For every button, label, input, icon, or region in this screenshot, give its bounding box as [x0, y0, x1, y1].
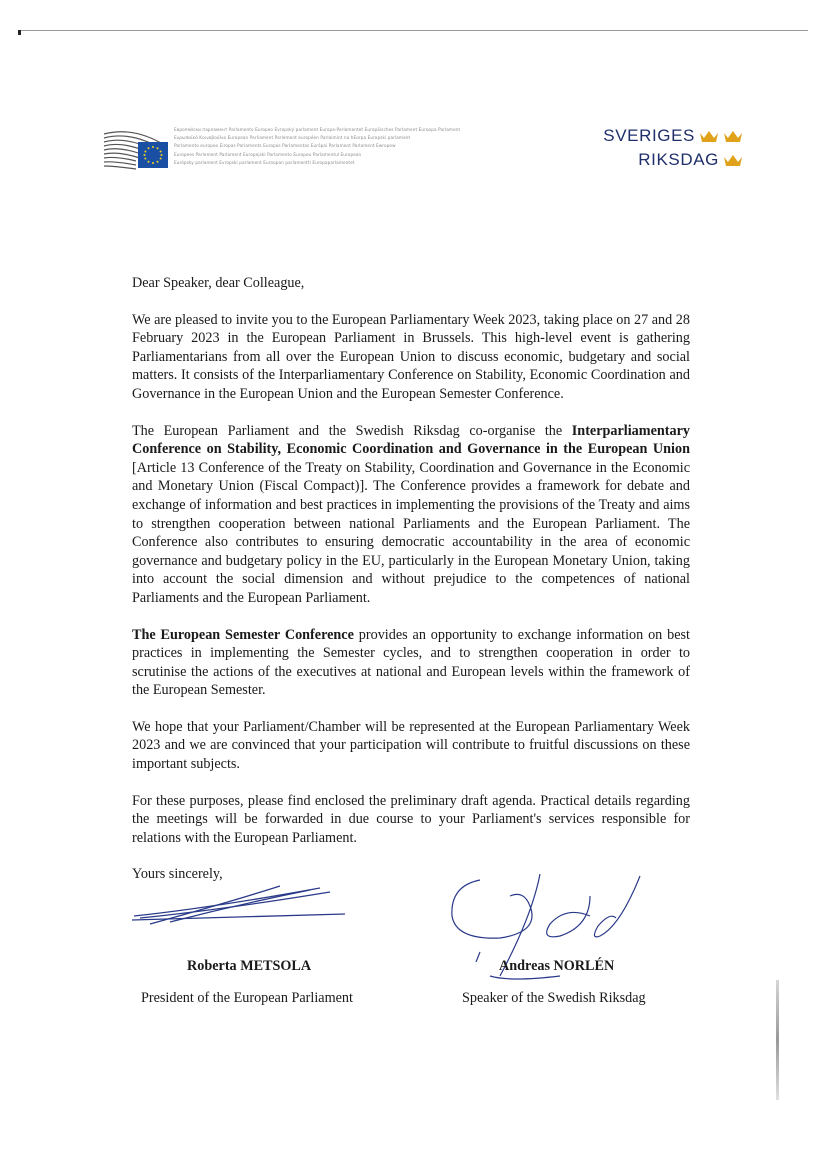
conference-title: Interparliamentary Conference on Stability, Economic Coordination and Governance in the European Union [132, 422, 690, 458]
paragraph-semester-body: provides an opportunity to exchange information on best practices in implementing the Semester cycles, and to strengthen cooperation in order to scrutinise the actions of the executives at national and European levels within the framework of the European Semester. [132, 626, 690, 699]
norlen-handwritten-signature [440, 866, 650, 996]
crown-icon [723, 128, 743, 144]
signer-name-norlen: Andreas NORLÉN [499, 958, 615, 974]
closing: Yours sincerely, [132, 866, 223, 883]
paragraph-hope: We hope that your Parliament/Chamber will be represented at the European Parliamentary Week 2023 and we are convinced that your participation will contribute to fruitful discussions on these important subjects. [132, 718, 690, 773]
paragraph-invitation: We are pleased to invite you to the European Parliamentary Week 2023, taking place on 27 and 28 February 2023 in the European Parliament in Brussels. This high-level event is gathering Parliamentarians from all over the European Union to discuss economic, budgetary and social matters. It consists of the Interparliamentary Conference on Stability, Economic Coordination and Governance in the European Union and the European Semester Conference. [132, 311, 690, 402]
ep-fine-line: Európsky parlament Evropski parlament Euroopan parlamentti Europaparlamentet [174, 159, 355, 165]
signer-name-metsola: Roberta METSOLA [187, 958, 312, 974]
ep-fine-line: Ευρωπαϊκό Κοινοβούλιο European Parliament Parlement européen Parlaimint na hEorpa Europski parlament [174, 135, 411, 141]
paragraph-conference-intro: The European Parliament and the Swedish Riksdag co-organise the [132, 422, 572, 439]
scan-dot [18, 30, 21, 35]
ep-fine-line: Europees Parlement Parlament Europejski Parlamento Europeu Parlamentul European [174, 151, 362, 157]
riksdag-logo-line2: RIKSDAG [638, 150, 719, 169]
european-parliament-logo [100, 120, 461, 178]
riksdag-logo-line1: SVERIGES [603, 126, 695, 145]
sveriges-riksdag-logo [603, 124, 743, 172]
letter-body [132, 274, 690, 902]
semester-conference-title: The European Semester Conference [132, 626, 354, 643]
crown-icon [699, 128, 719, 144]
metsola-handwritten-signature [130, 880, 360, 930]
ep-fine-line: Европейски парламент Parlamento Europeo Evropský parlament Europa-Parlamentet Europäisches Parlament Euroopa Parlament [174, 127, 461, 132]
signature-block [0, 860, 829, 1020]
salutation: Dear Speaker, dear Colleague, [132, 275, 305, 291]
eu-flag [138, 142, 168, 168]
signer-role-norlen: Speaker of the Swedish Riksdag [462, 990, 646, 1006]
ep-fine-line: Parlamento europeo Eiropas Parlaments Europos Parlamentas Európai Parlament Parlament Ewropew [174, 143, 396, 149]
signer-role-metsola: President of the European Parliament [141, 990, 353, 1006]
top-scan-rule [18, 30, 808, 31]
eu-stars-icon [138, 142, 168, 168]
scan-edge-mark [776, 980, 779, 1100]
paragraph-conference [132, 422, 690, 608]
paragraph-semester [132, 626, 690, 700]
crown-icon [723, 152, 743, 168]
ep-multilingual-name [174, 126, 461, 167]
paragraph-practical: For these purposes, please find enclosed the preliminary draft agenda. Practical details regarding the meetings will be forwarded in due course to your Parliament's services responsible for relations with the European Parliament. [132, 792, 690, 846]
paragraph-conference-body: [Article 13 Conference of the Treaty on Stability, Coordination and Governance in the Economic and Monetary Union (Fiscal Compact)]. The Conference provides a framework for debate and exchange of information and best practices in implementing the provisions of the Treaty and aims to strengthen cooperation between national Parliaments and the European Parliament. The Conference also contributes to ensuring democratic accountability in the area of economic governance and budgetary policy in the EU, particularly in the European Monetary Union, taking into account the social dimension and without prejudice to the competences of national Parliaments and the European Parliament. [132, 459, 690, 606]
